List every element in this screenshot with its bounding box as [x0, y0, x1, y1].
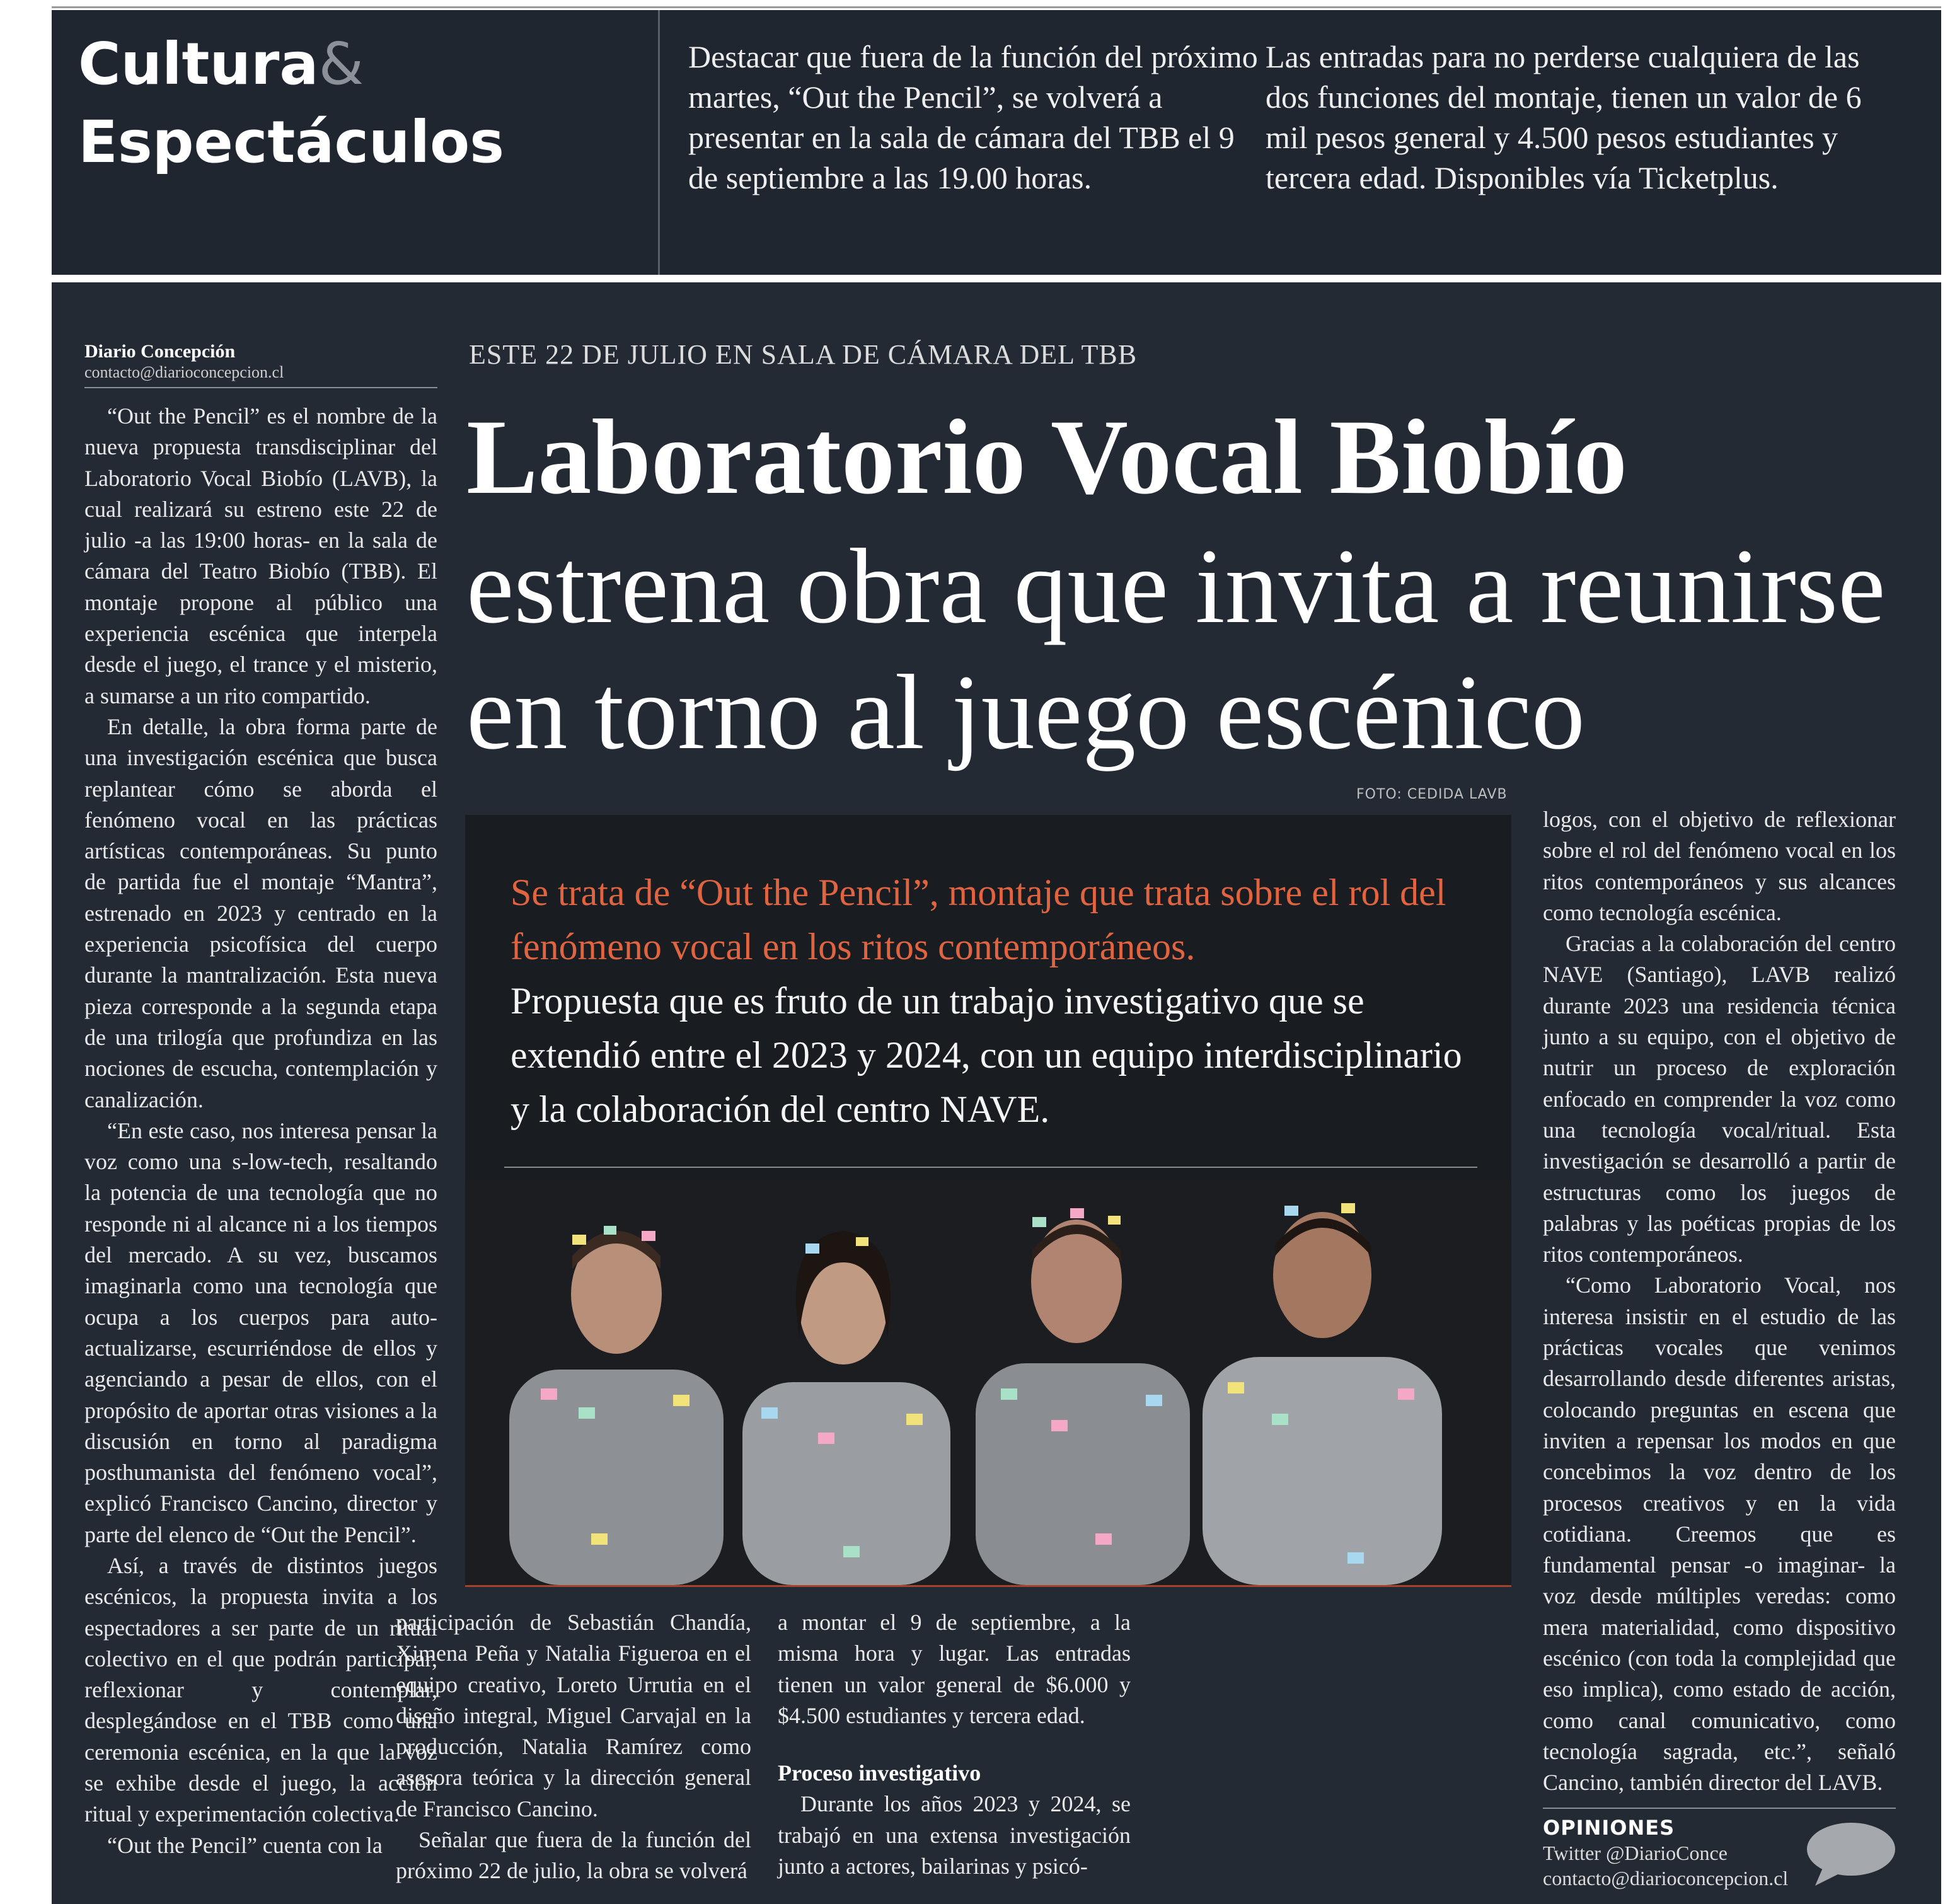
paragraph: Gracias a la colaboración del centro NAVE (Santiago), LAVB realizó durante 2023 una residencia técnica junto a su equipo, con el objetivo de nutrir un proceso de exploración enfocado en comprender la voz como una tecnología vocal/ritual. Esta investigación se desarrolló a partir de estructuras como los juegos de palabras y las poéticas propias de los ritos contemporáneos.: [1543, 931, 1896, 1267]
paragraph: participación de Sebastián Chandía, Ximena Peña y Natalia Figueroa en el equipo creativo, Loreto Urrutia en el diseño integral, Miguel Carvajal en la producción, Natalia Ramírez como asesora teórica y la dirección general de Francisco Cancino.: [396, 1610, 751, 1821]
section-header-band: [52, 10, 1941, 275]
band-note-right: Las entradas para no perderse cualquiera de las dos funciones del montaje, tienen un valor de 6 mil pesos general y 4.500 pesos estudiantes y tercera edad. Disponibles vía Ticketplus.: [1266, 39, 1862, 195]
section-title-ampersand: &: [318, 30, 364, 98]
byline: [84, 340, 437, 388]
paragraph: Durante los años 2023 y 2024, se trabajó en una extensa investigación junto a actores, bailarinas y psicó-: [778, 1791, 1131, 1879]
deck-red: Se trata de “Out the Pencil”, montaje que trata sobre el rol del fenómeno vocal en los ritos contemporáneos.: [511, 872, 1446, 967]
deck: [511, 865, 1481, 1136]
band-note-left: Destacar que fuera de la función del próximo martes, “Out the Pencil”, se volverá a presentar en la sala de cámara del TBB el 9 de septiembre a las 19.00 horas.: [688, 39, 1258, 195]
photo-credit: FOTO: CEDIDA LAVB: [1356, 787, 1508, 802]
byline-email[interactable]: contacto@diarioconcepcion.cl: [84, 363, 284, 381]
paragraph: Señalar que fuera de la función del próximo 22 de julio, la obra se volverá: [396, 1827, 751, 1884]
paragraph: “Out the Pencil” es el nombre de la nueva propuesta transdisciplinar del Laboratorio Vocal Biobío (LAVB), la cual realizará su estreno este 22 de julio -a las 19:00 horas- en la sala de cámara del Teatro Biobío (TBB). El montaje propone al público una experiencia escénica que interpela desde el juego, el trance y el misterio, a sumarse a un rito compartido.: [84, 403, 437, 708]
deck-rule: [504, 1167, 1477, 1168]
paragraph: “Como Laboratorio Vocal, nos interesa insistir en el estudio de las prácticas vocales que venimos desarrollando desde diferentes aristas, colocando preguntas en escena que inviten a repensar los modos en que concebimos la voz dentro de los procesos creativos y en la vida cotidiana. Creemos que es fundamental pensar -o imaginar- la voz desde múltiples veredas: como mera materialidad, como dispositivo escénico (con toda la complejidad que eso implica), como estado de acción, como canal comunicativo, como tecnología sagrada, etc.”, señaló Cancino, también director del LAVB.: [1543, 1272, 1896, 1796]
paragraph: “En este caso, nos interesa pensar la voz como una s-low-tech, resaltando la potencia de una tecnología que no responde ni al alcance ni a los tiempos del mercado. A su vez, buscamos imaginarla como una tecnología que ocupa a los cuerpos para auto-actualizarse, escurriéndose de ellos y agenciando a pesar de ellos, con el propósito de aportar otras visiones a la discusión en torno al paradigma posthumanista del fenómeno vocal”, explicó Francisco Cancino, director y parte del elenco de “Out the Pencil”.: [84, 1117, 437, 1547]
headline-line-2: estrena obra que invita a reunirse: [466, 527, 1886, 645]
top-rule: [52, 6, 1941, 8]
column-4: [1543, 804, 1896, 1799]
opiniones-twitter[interactable]: Twitter @DiarioConce: [1543, 1842, 1728, 1864]
column-3: [778, 1607, 1131, 1882]
opiniones-rule: [1543, 1808, 1896, 1809]
column-2: [396, 1607, 751, 1887]
subhead: Proceso investigativo: [778, 1760, 981, 1786]
paragraph: En detalle, la obra forma parte de una investigación escénica que busca replantear cómo se aborda el fenómeno vocal en las prácticas artísticas contemporáneas. Su punto de partida fue el montaje “Mantra”, estrenado en 2023 y centrado en la experiencia psicofísica del cuerpo durante la mantralización. Esta nueva pieza corresponde a la segunda etapa de una trilogía que profundiza en las nociones de escucha, contemplación y canalización.: [84, 713, 437, 1112]
column-1: [84, 401, 437, 1861]
kicker: ESTE 22 DE JULIO EN SALA DE CÁMARA DEL TBB: [469, 339, 1138, 370]
feature-box: [465, 815, 1511, 1587]
paragraph: Así, a través de distintos juegos escénicos, la propuesta invita a los espectadores a ser parte de un ritual colectivo en el que podrán participar, reflexionar y contemplar, desplegándose en el TBB como una ceremonia escénica, en la que la voz se exhibe desde el juego, la acción ritual y experimentación colectiva.: [84, 1552, 437, 1827]
byline-rule: [84, 387, 437, 388]
cast-photo: [465, 1180, 1511, 1585]
headline: [466, 391, 1935, 775]
paragraph: “Out the Pencil” cuenta con la: [107, 1832, 383, 1858]
opiniones-title: OPINIONES: [1543, 1816, 1675, 1840]
headline-line-3: en torno al juego escénico: [466, 653, 1585, 771]
paragraph: logos, con el objetivo de reflexionar sobre el rol del fenómeno vocal en los ritos contemporáneos y sus alcances como tecnología escénica.: [1543, 807, 1896, 925]
section-title: Cultura& Espectáculos: [78, 30, 504, 176]
paragraph: a montar el 9 de septiembre, a la misma hora y lugar. Las entradas tienen un valor general de $6.000 y $4.500 estudiantes y tercera edad.: [778, 1610, 1131, 1728]
band-divider: [658, 10, 660, 275]
headline-line-1: Laboratorio Vocal Biobío: [466, 398, 1627, 516]
speech-bubble-icon: [1804, 1820, 1898, 1890]
deck-white: Propuesta que es fruto de un trabajo investigativo que se extendió entre el 2023 y 2024, con un equipo interdisciplinario y la colaboración del centro NAVE.: [511, 980, 1462, 1130]
opiniones-email[interactable]: contacto@diarioconcepcion.cl: [1543, 1867, 1789, 1890]
article-page: [52, 282, 1941, 1904]
byline-name: Diario Concepción: [84, 341, 236, 362]
